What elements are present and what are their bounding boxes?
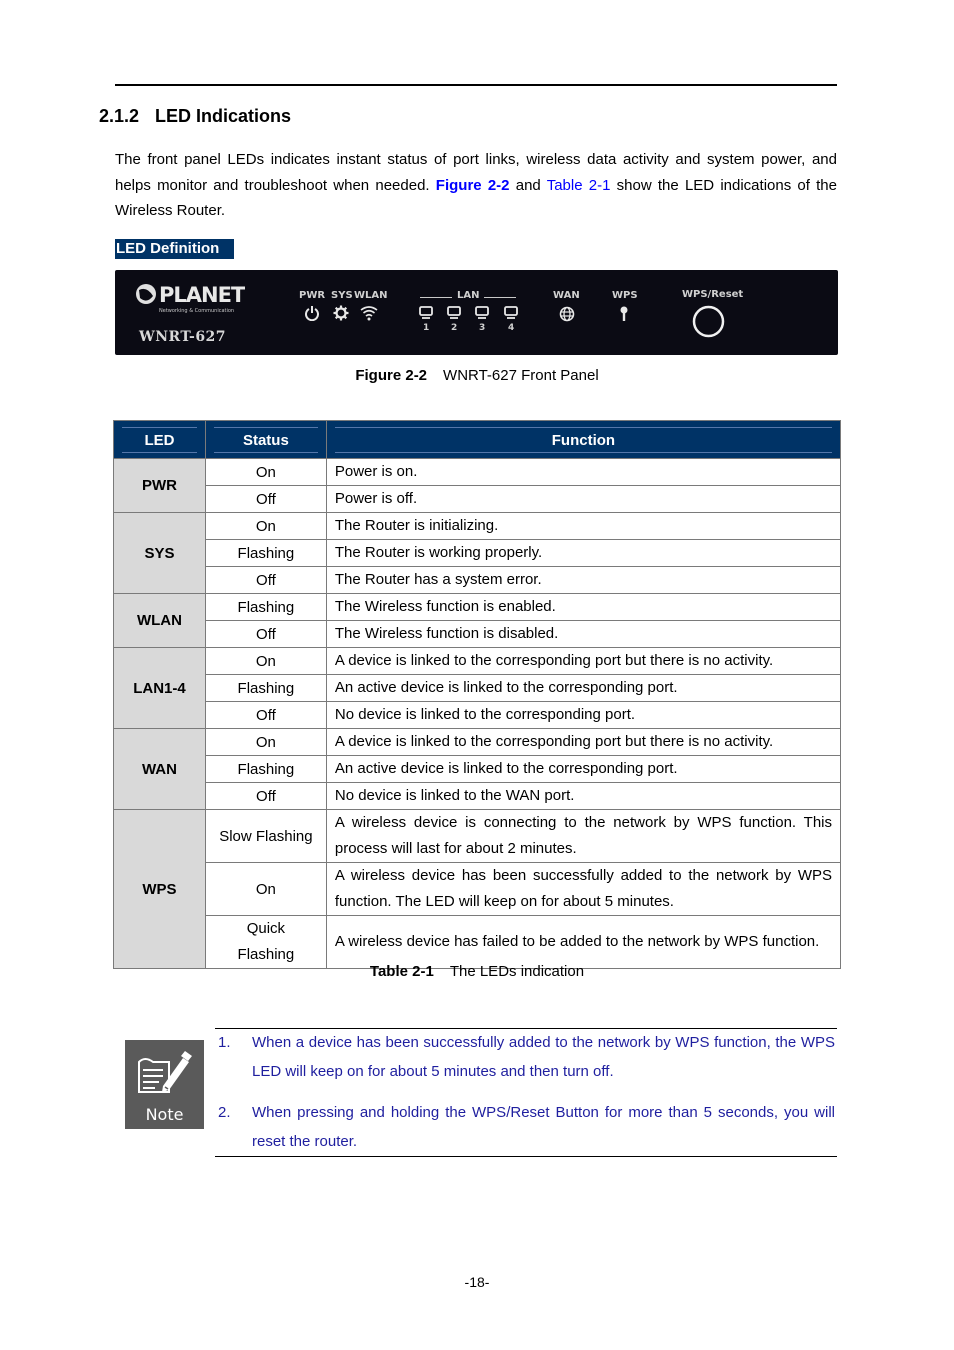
table-row [114, 675, 841, 702]
power-icon [304, 305, 320, 321]
function-cell: A device is linked to the corresponding port but there is no activity. [326, 648, 840, 675]
figure-caption [0, 367, 954, 384]
function-cell: No device is linked to the WAN port. [326, 783, 840, 810]
function-cell: No device is linked to the corresponding port. [326, 702, 840, 729]
led-definition-label: LED Definition [115, 239, 234, 259]
table-caption-label: Table 2-1 [369, 963, 434, 980]
status-cell: Off [205, 486, 326, 513]
wlan-label: WLAN [354, 290, 388, 301]
figure-caption-label: Figure 2-2 [355, 367, 428, 384]
table-caption-text: The LEDs indication [449, 963, 585, 980]
function-cell: The Router is initializing. [326, 513, 840, 540]
lan-divider-right [484, 297, 516, 298]
section-heading [99, 106, 291, 127]
status-cell: Off [205, 567, 326, 594]
table-caption [0, 963, 954, 980]
table-row [114, 783, 841, 810]
function-cell: An active device is linked to the corresponding port. [326, 756, 840, 783]
note-item [218, 1098, 835, 1156]
figure-caption-text: WNRT-627 Front Panel [443, 367, 599, 384]
brand-tagline: Networking & Communication [159, 308, 235, 314]
planet-logo [135, 280, 245, 314]
intro-text-3: show the LED indications of the Wireless Router. [115, 176, 837, 219]
lan-port-number: 2 [451, 323, 458, 333]
lan-port-2-icon [447, 306, 461, 320]
wps-reset-button[interactable] [692, 305, 725, 338]
status-cell: On [205, 863, 326, 916]
wifi-icon [360, 305, 378, 321]
table-row [114, 702, 841, 729]
front-panel-figure [115, 270, 838, 355]
wps-reset-label: WPS/Reset [682, 289, 744, 300]
wps-label: WPS [612, 290, 638, 301]
function-cell: Power is off. [326, 486, 840, 513]
table-row [114, 459, 841, 486]
table-row [114, 513, 841, 540]
function-cell: An active device is linked to the corresponding port. [326, 675, 840, 702]
function-cell: The Router is working properly. [326, 540, 840, 567]
model-label: WNRT-627 [139, 329, 227, 345]
intro-text-1: The front panel LEDs indicates instant status of port links, wireless data activity and system power, and helps monitor and troubleshoot when needed. [115, 151, 837, 194]
status-cell: Flashing [205, 594, 326, 621]
section-number: 2.1.2 [99, 106, 140, 126]
status-cell: Off [205, 702, 326, 729]
lan-label: LAN [457, 290, 480, 301]
note-item-text: When a device has been successfully added to the network by WPS function, the WPS LED will keep on for about 5 minutes and then turn off. [252, 1034, 835, 1080]
function-cell: A device is linked to the corresponding port but there is no activity. [326, 729, 840, 756]
lan-port-3-icon [475, 306, 489, 320]
led-name-cell: WAN [114, 729, 206, 810]
status-cell: Flashing [205, 540, 326, 567]
status-cell: Slow Flashing [205, 810, 326, 863]
note-item-number: 2. [218, 1104, 231, 1121]
status-cell: Flashing [205, 675, 326, 702]
lan-port-1-icon [419, 306, 433, 320]
note-icon-label: Note [145, 1105, 184, 1124]
section-title: LED Indications [155, 106, 292, 126]
status-cell: On [205, 513, 326, 540]
sys-label: SYS [331, 290, 353, 301]
note-item [218, 1028, 835, 1086]
header-function: Function [326, 421, 840, 459]
table-link[interactable]: Table 2-1 [546, 176, 611, 194]
function-cell: A wireless device has been successfully added to the network by WPS function. The LED will keep on for about 5 minutes. [326, 863, 840, 916]
header-status: Status [205, 421, 326, 459]
key-icon [618, 305, 630, 322]
table-row [114, 486, 841, 513]
notepad-pencil-icon [125, 1040, 204, 1106]
brand-name: PLANET [159, 283, 245, 307]
function-cell: The Wireless function is disabled. [326, 621, 840, 648]
led-name-cell: PWR [114, 459, 206, 513]
table-row [114, 756, 841, 783]
table-row [114, 863, 841, 916]
table-header-row [114, 421, 841, 459]
page-number: -18- [464, 1274, 490, 1290]
table-row [114, 729, 841, 756]
gear-icon [333, 305, 349, 321]
lan-port-number: 4 [508, 323, 515, 333]
table-row [114, 594, 841, 621]
status-cell: Off [205, 621, 326, 648]
pwr-label: PWR [299, 290, 326, 301]
lan-port-number: 1 [423, 323, 430, 333]
table-row [114, 567, 841, 594]
status-cell: Flashing [205, 756, 326, 783]
led-table [113, 420, 841, 969]
status-cell: On [205, 729, 326, 756]
globe-icon [559, 306, 575, 322]
led-name-cell: LAN1-4 [114, 648, 206, 729]
function-cell: The Router has a system error. [326, 567, 840, 594]
note-rule-bottom [215, 1156, 837, 1157]
intro-text-2: and [509, 176, 547, 194]
status-cell: Off [205, 783, 326, 810]
function-cell: The Wireless function is enabled. [326, 594, 840, 621]
note-item-text: When pressing and holding the WPS/Reset Button for more than 5 seconds, you will reset the router. [252, 1104, 835, 1150]
table-row [114, 621, 841, 648]
led-name-cell: SYS [114, 513, 206, 594]
table-row [114, 916, 841, 969]
lan-port-number: 3 [479, 323, 486, 333]
lan-divider-left [420, 297, 452, 298]
note-icon [125, 1040, 204, 1129]
wan-label: WAN [553, 290, 580, 301]
function-cell: A wireless device is connecting to the network by WPS function. This process will last for about 2 minutes. [326, 810, 840, 863]
note-item-number: 1. [218, 1034, 231, 1051]
header-led: LED [114, 421, 206, 459]
table-row [114, 648, 841, 675]
table-row [114, 810, 841, 863]
function-cell: Power is on. [326, 459, 840, 486]
function-cell: A wireless device has failed to be added to the network by WPS function. [326, 916, 840, 969]
status-cell: Quick Flashing [205, 916, 326, 969]
status-cell: On [205, 648, 326, 675]
figure-link[interactable]: Figure 2-2 [435, 176, 510, 194]
table-row [114, 540, 841, 567]
header-rule [115, 84, 837, 86]
led-name-cell: WLAN [114, 594, 206, 648]
led-name-cell: WPS [114, 810, 206, 969]
lan-port-4-icon [504, 306, 518, 320]
status-cell: On [205, 459, 326, 486]
intro-paragraph [115, 147, 837, 224]
